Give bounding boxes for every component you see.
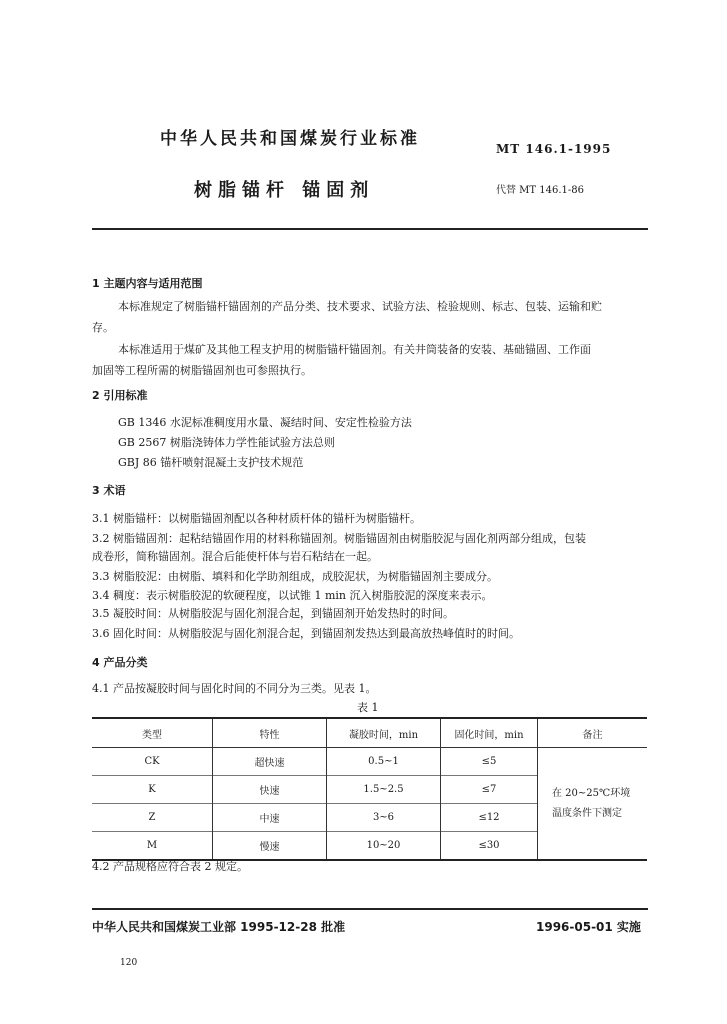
term-item-cont: 成卷形，简称锚固剂。混合后能使杆体与岩石粘结在一起。 — [92, 550, 378, 563]
reference-item: GB 2567 树脂浇铸体力学性能试验方法总则 — [118, 436, 335, 449]
table-header-cell: 类型 — [92, 718, 213, 748]
table-cell: 慢速 — [213, 832, 327, 861]
table-cell: ≤12 — [441, 804, 538, 832]
section-1-heading: 1 主题内容与适用范围 — [92, 277, 203, 290]
clause-4-1: 4.1 产品按凝胶时间与固化时间的不同分为三类。见表 1。 — [92, 682, 377, 695]
table-cell: 中速 — [213, 804, 327, 832]
section-3-heading: 3 术语 — [92, 484, 126, 497]
term-item: 3.6 固化时间：从树脂胶泥与固化剂混合起，到锚固剂发热达到最高放热峰值时的时间。 — [92, 627, 520, 640]
table-caption: 表 1 — [357, 701, 379, 714]
issuing-organization: 中华人民共和国煤炭行业标准 — [160, 129, 420, 149]
reference-item: GB 1346 水泥标准稠度用水量、凝结时间、安定性检验方法 — [118, 416, 412, 429]
table-cell: 超快速 — [213, 748, 327, 776]
table-header-cell: 特性 — [213, 718, 327, 748]
replaces-standard: 代替 MT 146.1-86 — [496, 185, 584, 196]
table-cell: ≤30 — [441, 832, 538, 861]
reference-item: GBJ 86 锚杆喷射混凝土支护技术规范 — [118, 456, 304, 469]
table-header-cell: 备注 — [538, 718, 648, 748]
term-item: 3.3 树脂胶泥：由树脂、填料和化学助剂组成，成胶泥状，为树脂锚固剂主要成分。 — [92, 570, 498, 583]
term-item: 3.5 凝胶时间：从树脂胶泥与固化剂混合起，到锚固剂开始发热时的时间。 — [92, 607, 454, 620]
clause-4-2: 4.2 产品规格应符合表 2 规定。 — [92, 860, 248, 873]
table-note-cell — [538, 748, 648, 861]
section-1-paragraph-cont: 存。 — [92, 321, 114, 334]
term-item: 3.4 稠度：表示树脂胶泥的软硬程度，以试锥 1 min 沉入树脂胶泥的深度来表示。 — [92, 589, 493, 602]
classification-table — [92, 717, 647, 861]
table-cell: ≤5 — [441, 748, 538, 776]
effective-date: 1996-05-01 实施 — [536, 920, 641, 934]
section-4-heading: 4 产品分类 — [92, 656, 148, 669]
table-cell: M — [92, 832, 213, 861]
table-cell: CK — [92, 748, 213, 776]
standard-number: MT 146.1-1995 — [496, 142, 612, 156]
table-note-line: 在 20~25℃环境 — [552, 787, 631, 799]
table-row — [92, 748, 647, 776]
term-item: 3.1 树脂锚杆：以树脂锚固剂配以各种材质杆体的锚杆为树脂锚杆。 — [92, 512, 421, 525]
table-cell: ≤7 — [441, 776, 538, 804]
table-cell: 快速 — [213, 776, 327, 804]
table-note-line: 温度条件下测定 — [552, 807, 622, 819]
section-2-heading: 2 引用标准 — [92, 389, 148, 402]
section-1-paragraph-cont: 加固等工程所需的树脂锚固剂也可参照执行。 — [92, 364, 312, 377]
table-header-cell: 固化时间，min — [441, 718, 538, 748]
table-header-cell: 凝胶时间，min — [327, 718, 441, 748]
section-1-paragraph: 本标准规定了树脂锚杆锚固剂的产品分类、技术要求、试验方法、检验规则、标志、包装、运输和贮 — [118, 300, 602, 313]
table-cell: 1.5~2.5 — [327, 776, 441, 804]
footer-divider — [92, 908, 648, 910]
approval-line: 中华人民共和国煤炭工业部 1995-12-28 批准 — [92, 920, 346, 934]
table-cell: 3~6 — [327, 804, 441, 832]
table-cell: K — [92, 776, 213, 804]
term-item: 3.2 树脂锚固剂：起粘结锚固作用的材料称锚固剂。树脂锚固剂由树脂胶泥与固化剂两部分组成，包装 — [92, 532, 586, 545]
table-cell: 0.5~1 — [327, 748, 441, 776]
table-cell: 10~20 — [327, 832, 441, 861]
table-cell: Z — [92, 804, 213, 832]
header-divider — [92, 228, 648, 230]
section-1-paragraph: 本标准适用于煤矿及其他工程支护用的树脂锚杆锚固剂。有关井筒装备的安装、基础锚固、工作面 — [118, 343, 591, 356]
page-number: 120 — [120, 958, 138, 968]
document-title: 树脂锚杆 锚固剂 — [194, 180, 375, 201]
